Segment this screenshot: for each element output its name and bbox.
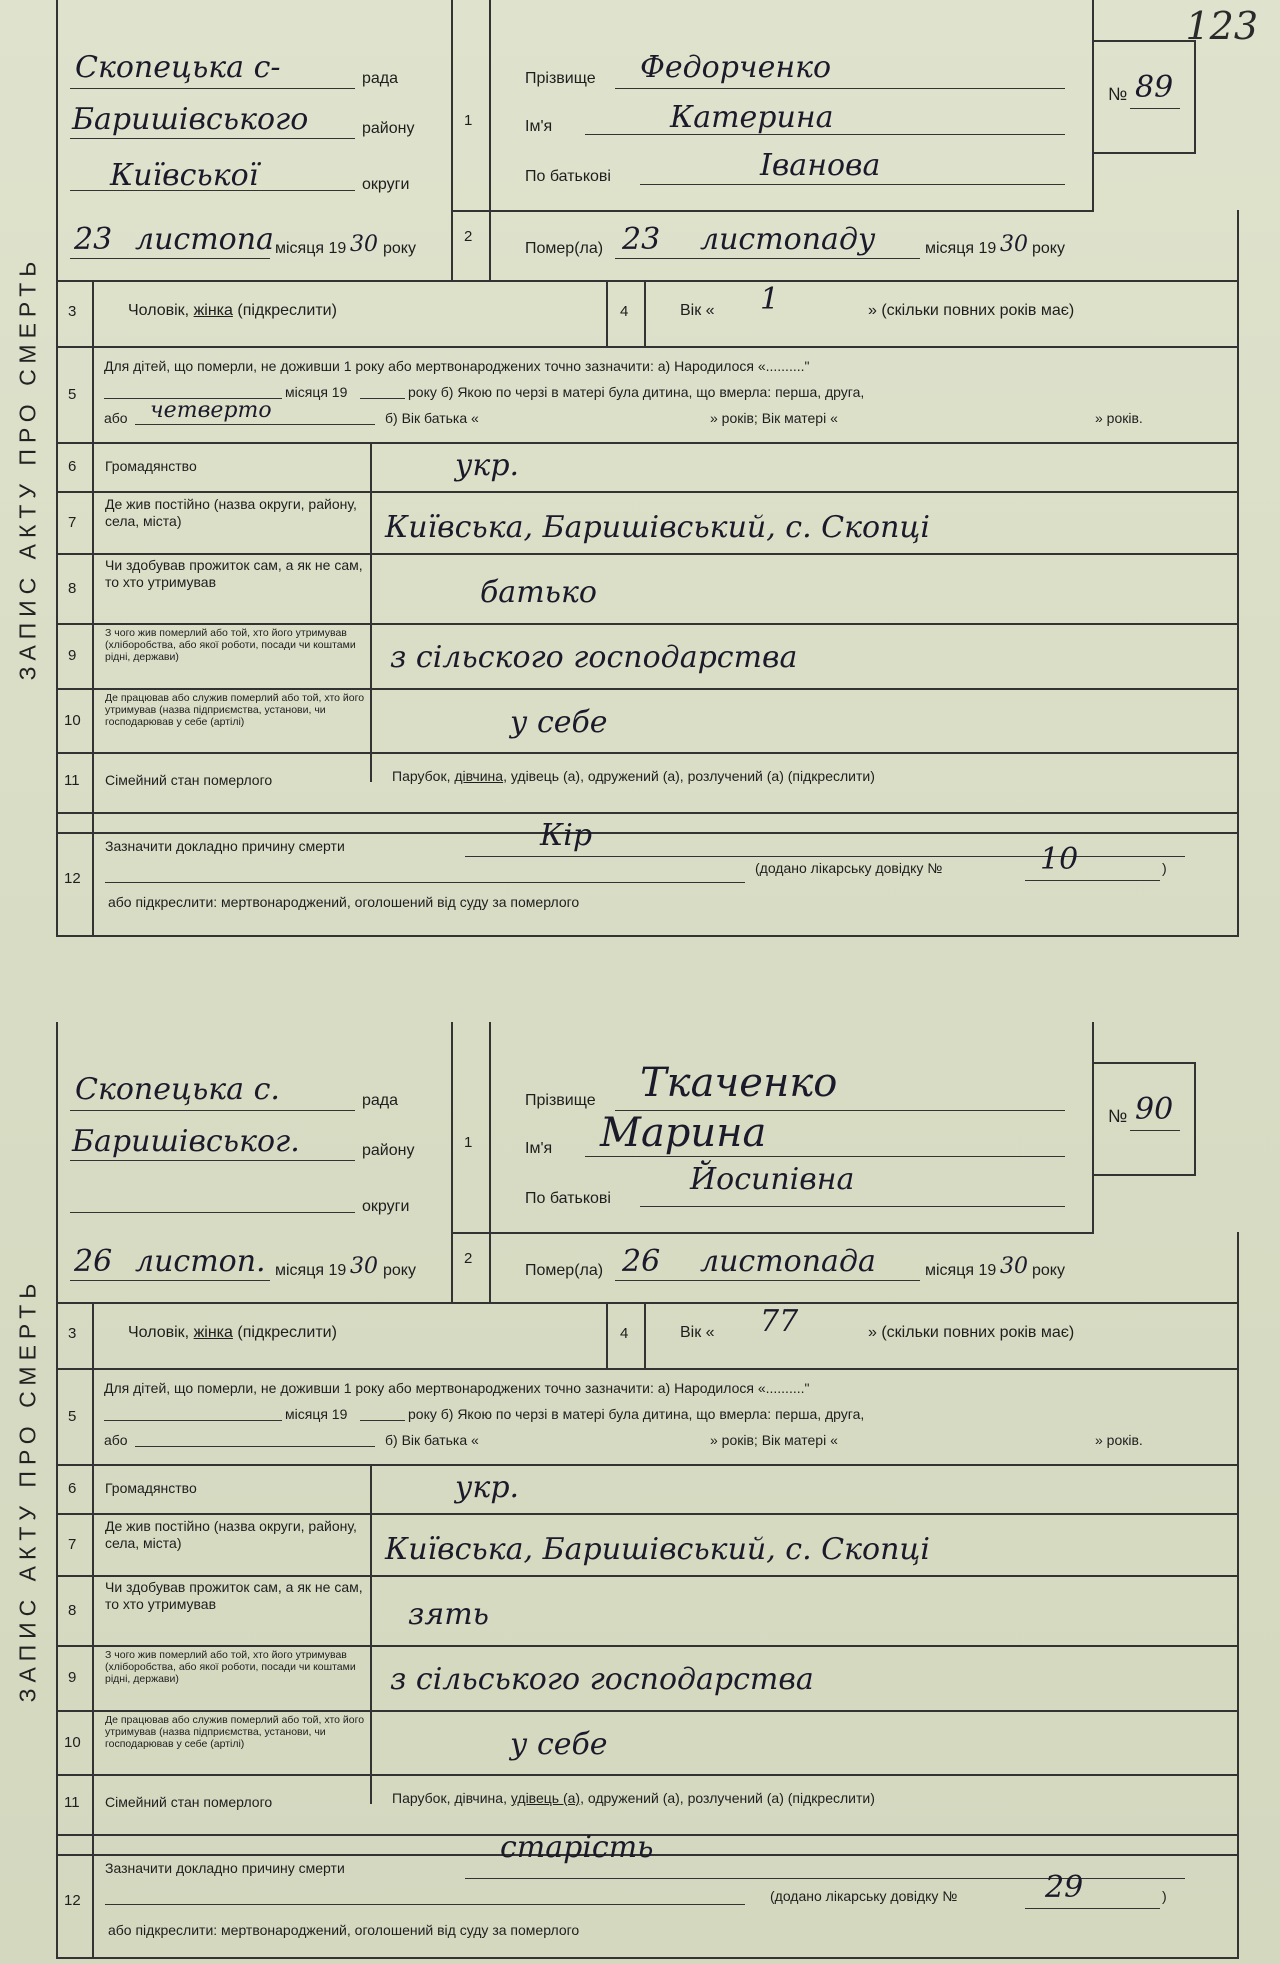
age-suffix-label: » (скільки повних років має) — [868, 1324, 1075, 1341]
raion-value: Баришівськог. — [72, 1124, 300, 1159]
name-line — [585, 134, 1065, 135]
row-num-col-2 — [451, 1232, 491, 1304]
row-number-2: 2 — [464, 1250, 473, 1267]
reg-month-label: місяця 19 — [275, 1262, 347, 1279]
row-number-5: 5 — [68, 1408, 77, 1425]
row-number-6: 6 — [68, 1480, 77, 1497]
certificate-end: ) — [1162, 1888, 1167, 1904]
record-number-label: № — [1108, 1106, 1128, 1126]
row-num-col-1 — [451, 0, 491, 212]
side-title-band — [0, 0, 58, 935]
patronymic-value: Йосипівна — [690, 1162, 855, 1197]
rada-value: Скопецька с. — [75, 1072, 280, 1107]
died-year-value: 30 — [1000, 232, 1028, 257]
residence-label: Де жив постійно (назва округи, району, села, міста) — [105, 1518, 357, 1551]
age-suffix-label: » (скільки повних років має) — [868, 302, 1075, 319]
certificate-label: (додано лікарську довідку № — [770, 1888, 958, 1904]
certificate-label: (додано лікарську довідку № — [755, 860, 943, 876]
certificate-number-value: 10 — [1040, 842, 1079, 877]
died-year-label: року — [1032, 240, 1065, 257]
children-abo-line — [135, 424, 375, 425]
raion-line — [70, 1160, 355, 1161]
row-number-11: 11 — [64, 1794, 80, 1811]
record-number-label: № — [1108, 84, 1128, 104]
died-month-value: листопаду — [700, 222, 876, 257]
row-number-1: 1 — [464, 112, 473, 129]
children-line-3b: б) Вік батька « — [385, 410, 479, 426]
died-day-value: 23 — [622, 222, 661, 257]
children-line-3b: б) Вік батька « — [385, 1432, 479, 1448]
raion-line — [70, 138, 355, 139]
rada-value: Скопецька с- — [75, 50, 281, 85]
reg-date-line — [70, 258, 270, 259]
supporter-value: батько — [480, 575, 597, 610]
rada-line — [70, 1110, 355, 1111]
raion-label: району — [362, 120, 415, 137]
rada-label: рада — [362, 70, 399, 87]
children-line-3a: або — [104, 410, 128, 426]
died-label: Помер(ла) — [525, 1262, 604, 1279]
surname-label: Прізвище — [525, 70, 596, 87]
death-record — [0, 1022, 1255, 1957]
sex-field: Чоловік, жінка (підкреслити) — [128, 1324, 337, 1341]
workplace-value: у себе — [510, 705, 608, 740]
rada-label: рада — [362, 1092, 399, 1109]
record-number-line — [1130, 108, 1180, 109]
reg-year-value: 30 — [350, 1254, 378, 1279]
row-number-9: 9 — [68, 1669, 77, 1686]
died-year-label: року — [1032, 1262, 1065, 1279]
surname-label: Прізвище — [525, 1092, 596, 1109]
age-value: 1 — [760, 282, 780, 317]
row-number-4: 4 — [620, 303, 629, 320]
reg-month-value: листопа — [135, 222, 274, 257]
livelihood-label: З чого жив померлий або той, хто його утримував (хліборобства, або якої роботи, посади чи коштами рідні, держави) — [105, 1649, 356, 1685]
reg-year-value: 30 — [350, 232, 378, 257]
certificate-number-value: 29 — [1045, 1870, 1084, 1905]
residence-value: Київська, Баришівський, с. Скопці — [385, 1532, 930, 1567]
citizenship-label: Громадянство — [105, 1480, 197, 1496]
row-number-2: 2 — [464, 228, 473, 245]
raion-label: району — [362, 1142, 415, 1159]
children-line-2b: року б) Якою по черзі в матері була дитина, що вмерла: перша, друга, — [408, 1406, 865, 1422]
children-line-3d: » років. — [1095, 410, 1143, 426]
marital-options: Парубок, дівчина, удівець (а), одружений (а), розлучений (а) (підкреслити) — [392, 768, 875, 784]
cause-value: Кір — [540, 818, 593, 853]
cause-value: старість — [500, 1830, 654, 1865]
died-month-label: місяця 19 — [925, 240, 997, 257]
died-line — [615, 1280, 920, 1281]
children-line-2a: місяця 19 — [285, 1406, 348, 1422]
row-num-col-1 — [451, 1022, 491, 1234]
died-label: Помер(ла) — [525, 240, 604, 257]
residence-label: Де жив постійно (назва округи, району, села, міста) — [105, 496, 357, 529]
surname-value: Ткаченко — [640, 1060, 838, 1106]
citizenship-label: Громадянство — [105, 458, 197, 474]
certificate-line — [1025, 1908, 1160, 1909]
marital-label: Сімейний стан померлого — [105, 772, 273, 788]
certificate-end: ) — [1162, 860, 1167, 876]
row-number-6: 6 — [68, 458, 77, 475]
row-number-1: 1 — [464, 1134, 473, 1151]
name-line — [585, 1156, 1065, 1157]
children-line-3d: » років. — [1095, 1432, 1143, 1448]
workplace-label: Де працював або служив померлий або той, хто його утримував (назва підприємства, установи, чи господарював у себе (артілі) — [105, 692, 365, 728]
reg-month-label: місяця 19 — [275, 240, 347, 257]
children-line-1: Для дітей, що померли, не доживши 1 року або мертвонароджених точно зазначити: а) Народилося «.........." — [104, 1380, 810, 1396]
cause-line-2 — [105, 882, 745, 883]
row-number-8: 8 — [68, 580, 77, 597]
raion-value: Баришівського — [72, 102, 309, 137]
okruha-label: округи — [362, 1198, 410, 1215]
row-number-11: 11 — [64, 772, 80, 789]
children-month-line — [104, 1420, 282, 1421]
children-line-1: Для дітей, що померли, не доживши 1 року або мертвонароджених точно зазначити: а) Народилося «.........." — [104, 358, 810, 374]
page-number-stamp: 123 — [1185, 4, 1258, 48]
okruha-line — [70, 1212, 355, 1213]
workplace-value: у себе — [510, 1727, 608, 1762]
record-number-value: 90 — [1135, 1092, 1174, 1127]
cause-line-2 — [105, 1904, 745, 1905]
row-number-10: 10 — [64, 1734, 81, 1751]
age-label: Вік « — [680, 1324, 715, 1341]
reg-year-label: року — [383, 1262, 416, 1279]
died-day-value: 26 — [622, 1244, 661, 1279]
patronymic-value: Іванова — [760, 148, 881, 183]
row-number-10: 10 — [64, 712, 81, 729]
name-label: Ім'я — [525, 1140, 553, 1157]
side-title-band — [0, 1022, 58, 1957]
citizenship-value: укр. — [455, 448, 520, 483]
died-line — [615, 258, 920, 259]
row-number-7: 7 — [68, 1536, 77, 1553]
row-number-4: 4 — [620, 1325, 629, 1342]
age-value: 77 — [760, 1304, 799, 1339]
stillborn-note: або підкреслити: мертвонароджений, оголошений від суду за померлого — [108, 894, 580, 910]
marital-label: Сімейний стан померлого — [105, 1794, 273, 1810]
died-year-value: 30 — [1000, 1254, 1028, 1279]
okruha-line — [70, 190, 355, 191]
children-year-line — [360, 1420, 405, 1421]
patronymic-line — [640, 184, 1065, 185]
livelihood-label: З чого жив померлий або той, хто його утримував (хліборобства, або якої роботи, посади чи коштами рідні, держави) — [105, 627, 356, 663]
livelihood-value: з сільського господарства — [390, 1662, 814, 1697]
record-number-value: 89 — [1135, 70, 1174, 105]
patronymic-line — [640, 1206, 1065, 1207]
surname-line — [615, 88, 1065, 89]
children-abo-value: четверто — [150, 398, 272, 423]
name-label: Ім'я — [525, 118, 553, 135]
name-value: Марина — [600, 1110, 767, 1156]
livelihood-value: з сільского господарства — [390, 640, 798, 675]
reg-day-value: 23 — [74, 222, 113, 257]
rada-line — [70, 88, 355, 89]
row-num-col-2 — [451, 210, 491, 282]
row-number-3: 3 — [68, 1325, 77, 1342]
record-number-line — [1130, 1130, 1180, 1131]
supporter-value: зять — [408, 1597, 490, 1632]
row-number-8: 8 — [68, 1602, 77, 1619]
certificate-line — [1025, 880, 1160, 881]
children-line-2a: місяця 19 — [285, 384, 348, 400]
cause-label: Зазначити докладно причину смерти — [105, 838, 345, 854]
died-month-value: листопада — [700, 1244, 876, 1279]
children-line-3c: » років; Вік матері « — [710, 1432, 838, 1448]
reg-day-value: 26 — [74, 1244, 113, 1279]
side-title: ЗАПИС АКТУ ПРО СМЕРТЬ — [14, 255, 41, 680]
row-number-12: 12 — [64, 870, 81, 887]
sex-field: Чоловік, жінка (підкреслити) — [128, 302, 337, 319]
residence-value: Київська, Баришівський, с. Скопці — [385, 510, 930, 545]
okruha-label: округи — [362, 176, 410, 193]
stillborn-note: або підкреслити: мертвонароджений, оголошений від суду за померлого — [108, 1922, 580, 1938]
children-line-3c: » років; Вік матері « — [710, 410, 838, 426]
reg-year-label: року — [383, 240, 416, 257]
reg-month-value: листоп. — [135, 1244, 266, 1279]
supporter-label: Чи здобував прожиток сам, а як не сам, то хто утримував — [105, 1579, 363, 1612]
supporter-label: Чи здобував прожиток сам, а як не сам, то хто утримував — [105, 557, 363, 590]
side-title: ЗАПИС АКТУ ПРО СМЕРТЬ — [14, 1277, 41, 1702]
citizenship-value: укр. — [455, 1470, 520, 1505]
row-number-3: 3 — [68, 303, 77, 320]
death-record — [0, 0, 1255, 935]
cause-label: Зазначити докладно причину смерти — [105, 1860, 345, 1876]
row-number-12: 12 — [64, 1892, 81, 1909]
children-line-2b: року б) Якою по черзі в матері була дитина, що вмерла: перша, друга, — [408, 384, 865, 400]
children-abo-line — [135, 1446, 375, 1447]
reg-date-line — [70, 1280, 270, 1281]
marital-options: Парубок, дівчина, удівець (а), одружений (а), розлучений (а) (підкреслити) — [392, 1790, 875, 1806]
name-value: Катерина — [670, 100, 834, 135]
workplace-label: Де працював або служив померлий або той, хто його утримував (назва підприємства, установи, чи господарював у себе (артілі) — [105, 1714, 365, 1750]
children-year-line — [360, 398, 405, 399]
children-line-3a: або — [104, 1432, 128, 1448]
patronymic-label: По батькові — [525, 168, 611, 185]
surname-value: Федорченко — [640, 50, 832, 85]
row-number-7: 7 — [68, 514, 77, 531]
patronymic-label: По батькові — [525, 1190, 611, 1207]
row-number-9: 9 — [68, 647, 77, 664]
okruha-value: Київської — [110, 158, 259, 193]
age-label: Вік « — [680, 302, 715, 319]
died-month-label: місяця 19 — [925, 1262, 997, 1279]
row-number-5: 5 — [68, 386, 77, 403]
